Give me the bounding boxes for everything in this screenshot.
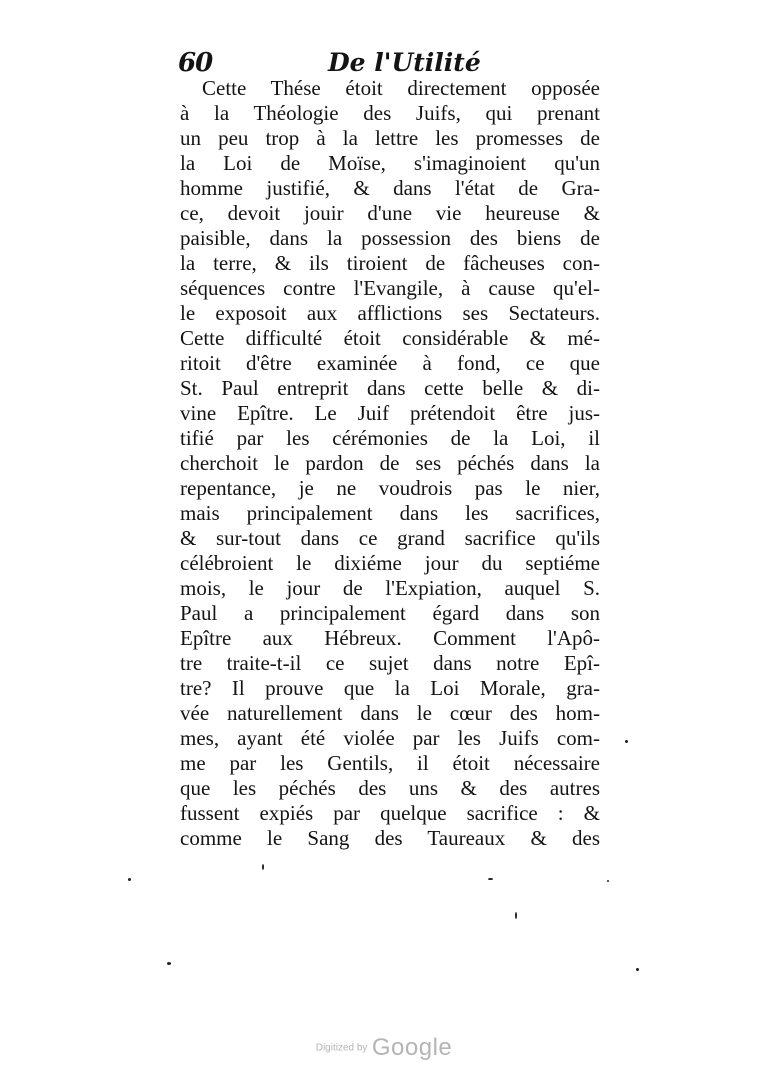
scan-speck xyxy=(625,740,628,743)
text-line: paisible, dans la possession des biens de xyxy=(180,226,600,250)
text-line: séquences contre l'Evangile, à cause qu'el- xyxy=(180,276,600,300)
text-line: la terre, & ils tiroient de fâcheuses con- xyxy=(180,251,600,275)
text-line: le exposoit aux afflictions ses Sectateurs. xyxy=(180,301,600,325)
text-line: un peu trop à la lettre les promesses de xyxy=(180,126,600,150)
scan-speck xyxy=(262,864,264,870)
scan-speck xyxy=(636,968,639,971)
text-line: tre? Il prouve que la Loi Morale, gra- xyxy=(180,676,600,700)
text-line: tre traite-t-il ce sujet dans notre Epî- xyxy=(180,651,600,675)
google-wordmark: Google xyxy=(371,1034,453,1061)
text-line: ritoit d'être examinée à fond, ce que xyxy=(180,351,600,375)
text-line: comme le Sang des Taureaux & des xyxy=(180,826,600,850)
running-head: De l'Utilité xyxy=(328,48,481,77)
text-line: que les péchés des uns & des autres xyxy=(180,776,600,800)
text-line: ce, devoit jouir d'une vie heureuse & xyxy=(180,201,600,225)
text-line: la Loi de Moïse, s'imaginoient qu'un xyxy=(180,151,600,175)
text-line: repentance, je ne voudrois pas le nier, xyxy=(180,476,600,500)
text-line: cherchoit le pardon de ses péchés dans la xyxy=(180,451,600,475)
text-line: Cette Thése étoit directement opposée xyxy=(202,76,600,100)
page-number: 60 xyxy=(178,48,213,78)
text-line: & sur-tout dans ce grand sacrifice qu'ils xyxy=(180,526,600,550)
scan-speck xyxy=(167,962,171,965)
text-line: St. Paul entreprit dans cette belle & di- xyxy=(180,376,600,400)
text-line: fussent expiés par quelque sacrifice : & xyxy=(180,801,600,825)
text-line: célébroient le dixiéme jour du septiéme xyxy=(180,551,600,575)
page-header xyxy=(178,46,598,80)
body-text xyxy=(180,76,600,851)
scan-speck xyxy=(128,878,131,881)
text-line: mes, ayant été violée par les Juifs com- xyxy=(180,726,600,750)
digitized-by-label: Digitized by xyxy=(315,1042,368,1054)
text-line: vée naturellement dans le cœur des hom- xyxy=(180,701,600,725)
text-line: Cette difficulté étoit considérable & mé- xyxy=(180,326,600,350)
scan-speck xyxy=(488,878,493,880)
text-line: à la Théologie des Juifs, qui prenant xyxy=(180,101,600,125)
text-line: me par les Gentils, il étoit nécessaire xyxy=(180,751,600,775)
text-line: mois, le jour de l'Expiation, auquel S. xyxy=(180,576,600,600)
scan-speck xyxy=(607,880,609,882)
text-line: mais principalement dans les sacrifices, xyxy=(180,501,600,525)
scan-speck xyxy=(515,912,517,919)
text-line: Epître aux Hébreux. Comment l'Apô- xyxy=(180,626,600,650)
text-line: Paul a principalement égard dans son xyxy=(180,601,600,625)
text-line: tifié par les cérémonies de la Loi, il xyxy=(180,426,600,450)
text-line: vine Epître. Le Juif prétendoit être jus- xyxy=(180,401,600,425)
digitization-credit xyxy=(0,1034,768,1062)
text-line: homme justifié, & dans l'état de Gra- xyxy=(180,176,600,200)
